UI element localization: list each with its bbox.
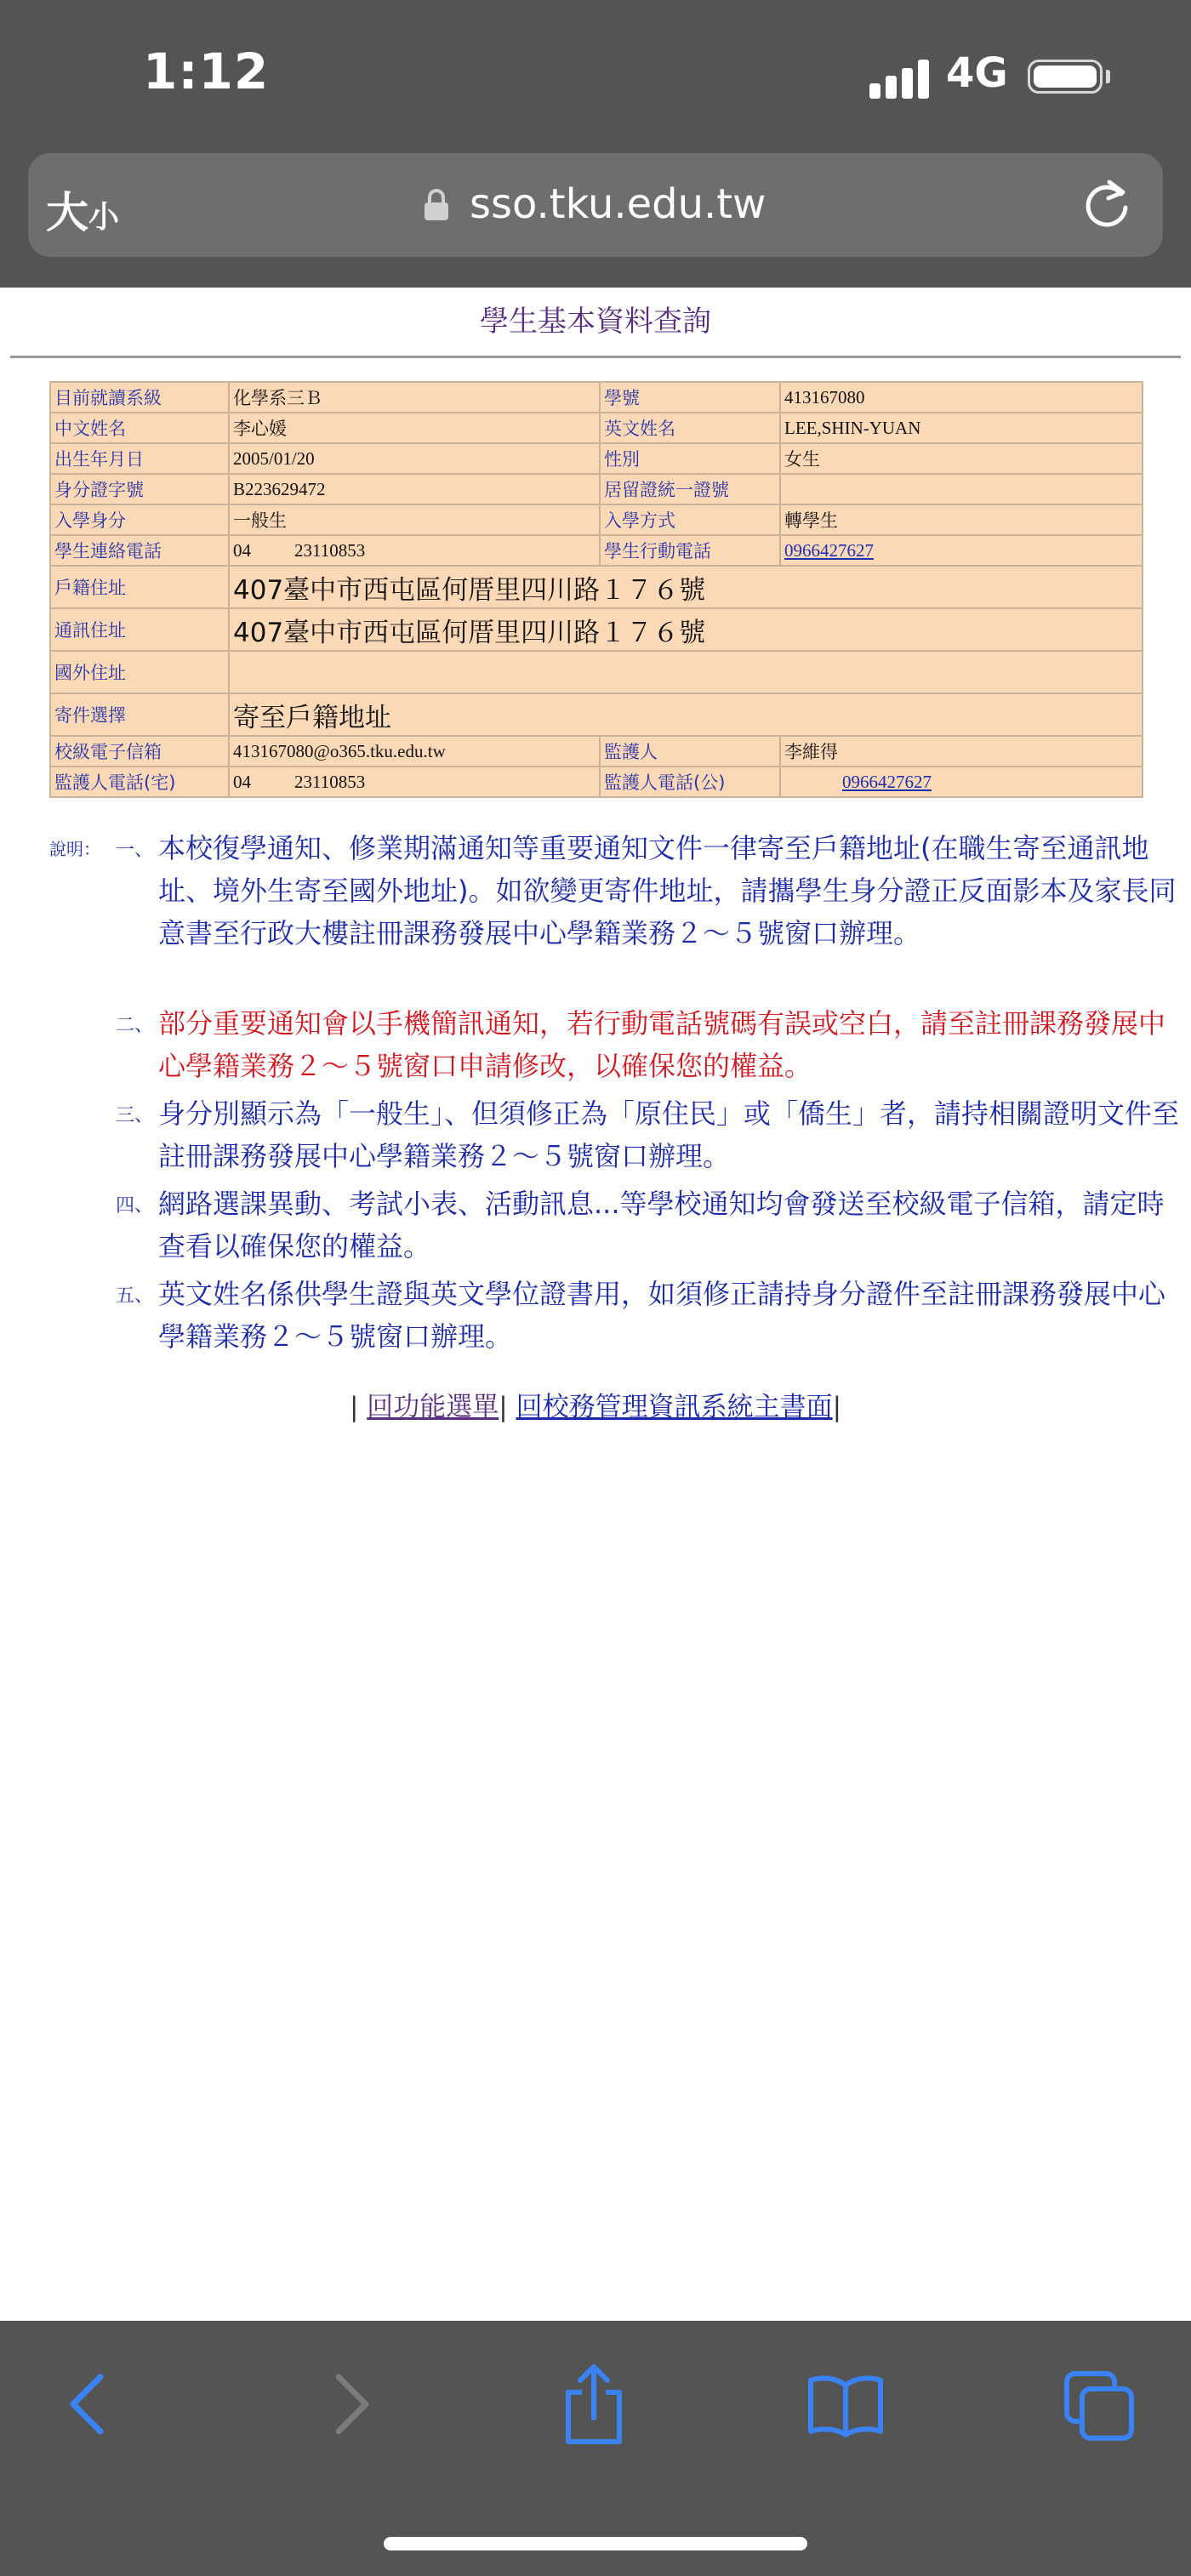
label-guardian-office-phone: 監護人電話(公): [600, 767, 780, 797]
table-row: [50, 443, 1143, 474]
label-student-phone: 學生連絡電話: [50, 535, 229, 566]
battery-icon: [1028, 60, 1103, 94]
guardian-phone-area: 04: [233, 771, 251, 792]
note-text: 本校復學通知、修業期滿通知等重要通知文件一律寄至戶籍地址(在職生寄至通訊地址、境外生寄至國外地址)。如欲變更寄件地址，請攜學生身分證正反面影本及家長同意書至行政大樓註冊課務發展中心學籍業務２～５號窗口辦理。: [158, 832, 1177, 949]
label-enrollment-status: 入學身分: [50, 504, 229, 535]
back-to-menu-link[interactable]: 回功能選單: [367, 1392, 499, 1422]
link-separator: |: [499, 1392, 508, 1422]
value-school-email: 413167080@o365.tku.edu.tw: [229, 736, 600, 767]
text-size-button[interactable]: [46, 179, 119, 240]
text-size-big-label: 大: [46, 188, 88, 237]
network-type: 4G: [946, 49, 1008, 97]
label-resident-id: 居留證統一證號: [600, 474, 780, 504]
table-row: [50, 474, 1143, 504]
share-icon[interactable]: [560, 2362, 628, 2447]
label-birthdate: 出生年月日: [50, 443, 229, 474]
table-row: [50, 767, 1143, 797]
link-separator: |: [832, 1392, 842, 1422]
student-phone-area: 04: [233, 539, 251, 561]
back-arrow-icon[interactable]: [65, 2372, 112, 2436]
table-row: [50, 566, 1143, 608]
value-department: 化學系三Ｂ: [229, 382, 600, 413]
value-resident-id: [780, 474, 1143, 504]
label-mailing-address: 通訊住址: [50, 608, 229, 651]
value-mail-option: 寄至戶籍地址: [229, 693, 1143, 736]
value-guardian-office-phone: [780, 767, 1143, 797]
label-student-mobile: 學生行動電話: [600, 535, 780, 566]
title-divider: [10, 356, 1181, 358]
value-overseas-address: [229, 651, 1143, 693]
label-overseas-address: 國外住址: [50, 651, 229, 693]
value-student-mobile: [780, 535, 1143, 566]
value-registered-address: 407臺中市西屯區何厝里四川路１７６號: [229, 566, 1143, 608]
note-text: 網路選課異動、考試小表、活動訊息...等學校通知均會發送至校級電子信箱，請定時查看以確保您的權益。: [158, 1188, 1165, 1262]
note-text: 身分別顯示為「一般生」、但須修正為「原住民」或「僑生」者，請持相關證明文件至註冊課務發展中心學籍業務２～５號窗口辦理。: [158, 1097, 1180, 1172]
tabs-icon[interactable]: [1062, 2368, 1137, 2443]
home-indicator[interactable]: [384, 2537, 807, 2550]
value-guardian-home-phone: [229, 767, 600, 797]
value-student-id: 413167080: [780, 382, 1143, 413]
forward-arrow-icon[interactable]: [327, 2372, 374, 2436]
value-student-phone: [229, 535, 600, 566]
student-phone-number: 23110853: [294, 539, 366, 561]
label-guardian-home-phone: 監護人電話(宅): [50, 767, 229, 797]
note-number: 四、: [116, 1195, 154, 1217]
notes-label: 說明：: [49, 839, 100, 859]
label-chinese-name: 中文姓名: [50, 413, 229, 443]
value-mailing-address: 407臺中市西屯區何厝里四川路１７６號: [229, 608, 1143, 651]
table-row: [50, 413, 1143, 443]
label-gender: 性別: [600, 443, 780, 474]
table-row: [50, 693, 1143, 736]
footer-links: [0, 1385, 1191, 1423]
value-enrollment-status: 一般生: [229, 504, 600, 535]
label-national-id: 身分證字號: [50, 474, 229, 504]
label-english-name: 英文姓名: [600, 413, 780, 443]
table-row: [50, 736, 1143, 767]
bookmarks-icon[interactable]: [806, 2374, 885, 2438]
page-title: 學生基本資料查詢: [480, 305, 711, 339]
table-row: [50, 651, 1143, 693]
note-number: 二、: [116, 1015, 154, 1036]
guardian-phone-number: 23110853: [294, 771, 366, 792]
signal-icon: [869, 56, 929, 99]
value-birthdate: 2005/01/20: [229, 443, 600, 474]
student-mobile-link[interactable]: 0966427627: [784, 539, 874, 561]
table-row: [50, 504, 1143, 535]
note-text: 部分重要通知會以手機簡訊通知，若行動電話號碼有誤或空白，請至註冊課務發展中心學籍業務２～５號窗口申請修改，以確保您的權益。: [158, 1007, 1166, 1082]
value-national-id: B223629472: [229, 474, 600, 504]
value-english-name: LEE,SHIN-YUAN: [780, 413, 1143, 443]
label-registered-address: 戶籍住址: [50, 566, 229, 608]
label-student-id: 學號: [600, 382, 780, 413]
note-text: 英文姓名係供學生證與英文學位證書用，如須修正請持身分證件至註冊課務發展中心學籍業務２～５號窗口辦理。: [158, 1278, 1166, 1353]
lock-icon: [424, 189, 449, 221]
student-info-table: [49, 381, 1143, 798]
label-guardian: 監護人: [600, 736, 780, 767]
value-chinese-name: 李心媛: [229, 413, 600, 443]
value-gender: 女生: [780, 443, 1143, 474]
table-row: [50, 608, 1143, 651]
table-row: [50, 382, 1143, 413]
reload-icon[interactable]: [1079, 175, 1135, 231]
note-number: 一、: [116, 840, 154, 861]
label-admission-method: 入學方式: [600, 504, 780, 535]
guardian-office-phone-link[interactable]: 0966427627: [842, 771, 932, 792]
battery-tip: [1106, 70, 1110, 83]
value-guardian: 李維得: [780, 736, 1143, 767]
status-time: 1:12: [143, 43, 270, 100]
note-number: 三、: [116, 1105, 154, 1126]
url-text[interactable]: sso.tku.edu.tw: [470, 180, 766, 228]
label-school-email: 校級電子信箱: [50, 736, 229, 767]
label-mail-option: 寄件選擇: [50, 693, 229, 736]
table-row: [50, 535, 1143, 566]
note-number: 五、: [116, 1285, 154, 1307]
text-size-small-label: 小: [88, 200, 120, 235]
link-separator: |: [349, 1392, 359, 1422]
back-to-system-home-link[interactable]: 回校務管理資訊系統主書面: [516, 1392, 833, 1422]
value-admission-method: 轉學生: [780, 504, 1143, 535]
label-department: 目前就讀系級: [50, 382, 229, 413]
